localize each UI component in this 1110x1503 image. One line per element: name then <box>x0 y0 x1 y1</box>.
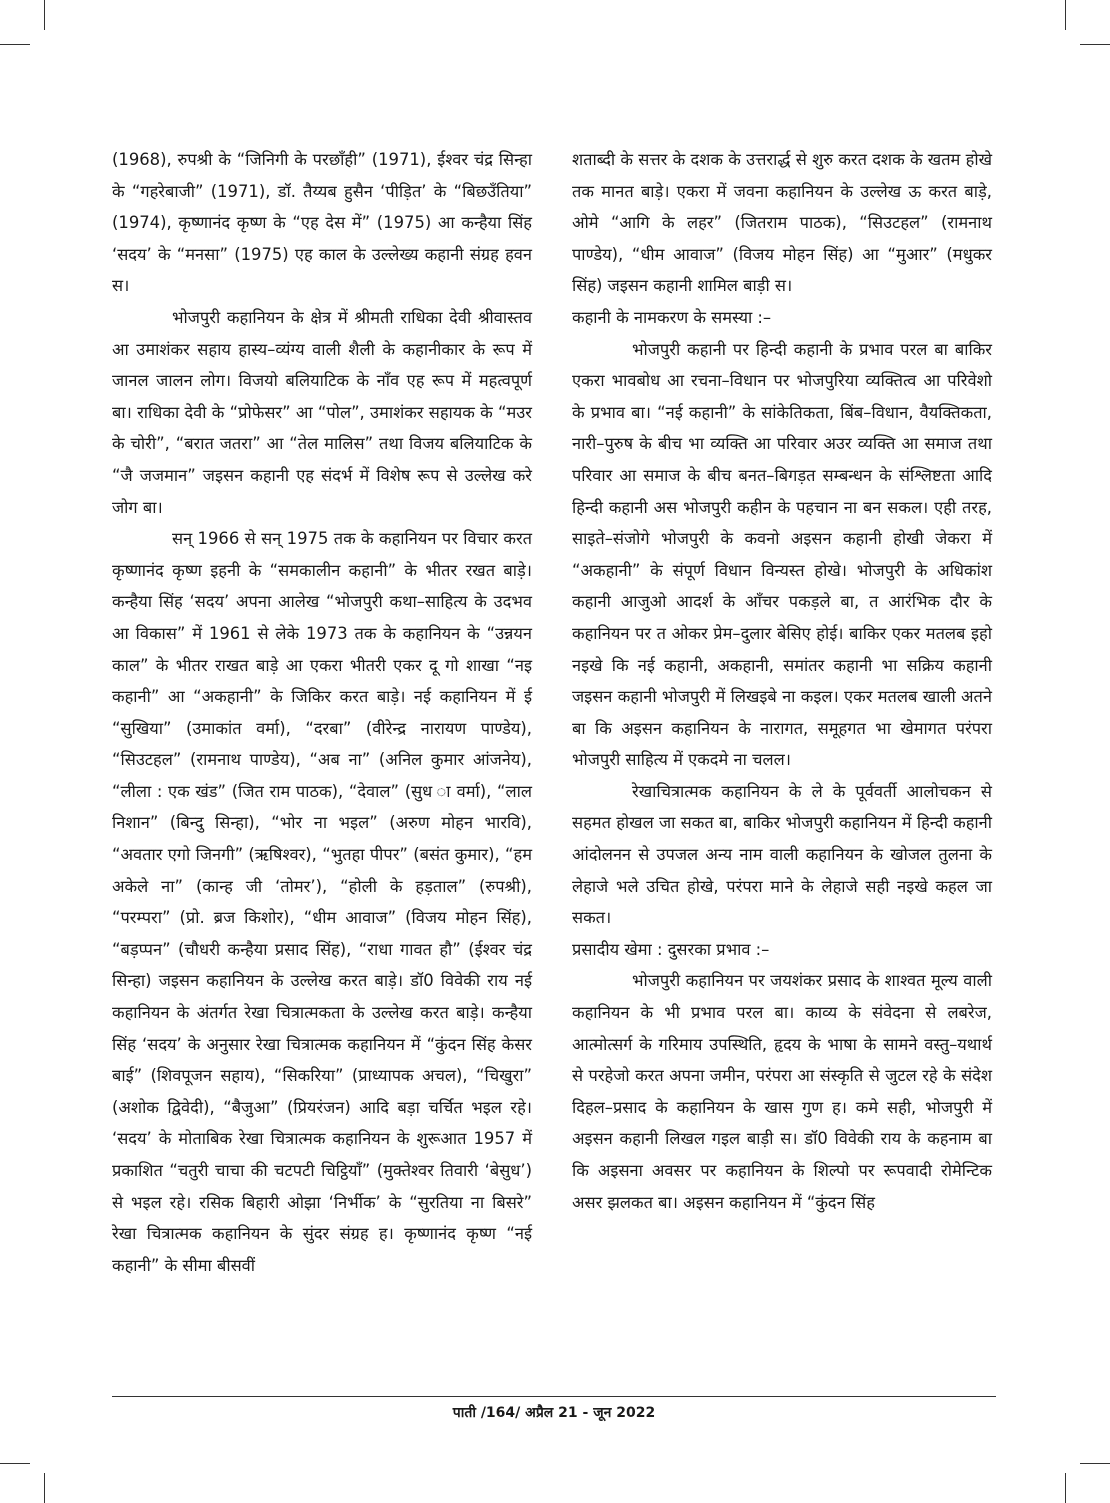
paragraph: भोजपुरी कहानियन पर जयशंकर प्रसाद के शाश्वत मूल्य वाली कहानियन के भी प्रभाव परल बा। काव्य के संवेदना से लबरेज, आत्मोत्सर्ग के गरिमाय उपस्थिति, हृदय के भाषा के सामने वस्तु–यथार्थ से परहेजो करत अपना जमीन, परंपरा आ संस्कृति से जुटल रहे के संदेश दिहल–प्रसाद के कहानियन के खास गुण ह। कमे सही, भोजपुरी में अइसन कहानी लिखल गइल बाड़ी स। डॉ0 विवेकी राय के कहनाम बा कि अइसना अवसर पर कहानियन के शिल्पो पर रूपवादी रोमेन्टिक असर झलकत बा। अइसन कहानियन में “कुंदन सिंह <box>572 971 992 1212</box>
paragraph: (1968), रुपश्री के “जिनिगी के परछाँही” (1971), ईश्वर चंद्र सिन्हा के “गहरेबाजी” (1971), डॉ. तैय्यब हुसैन ‘पीड़ित’ के “बिछउँतिया” (1974), कृष्णानंद कृष्ण के “एह देस में” (1975) आ कन्हैया सिंह ‘सदय’ के “मनसा” (1975) एह काल के उल्लेख्य कहानी संग्रह हवन स। <box>112 150 532 296</box>
paragraph: रेखाचित्रात्मक कहानियन के ले के पूर्ववर्ती आलोचकन से सहमत होखल जा सकत बा, बाकिर भोजपुरी कहानियन में हिन्दी कहानी आंदोलनन से उपजल अन्य नाम वाली कहानियन के खोजल तुलना के लेहाजे भले उचित होखे, परंपरा माने के लेहाजे सही नइखे कहल जा सकत। <box>572 781 992 928</box>
crop-mark <box>1065 1473 1066 1503</box>
crop-mark <box>1065 0 1066 30</box>
footer-divider <box>112 1396 996 1397</box>
crop-mark <box>0 44 30 45</box>
paragraph: शताब्दी के सत्तर के दशक के उत्तरार्द्ध से शुरु करत दशक के खतम होखे तक मानत बाड़े। एकरा में जवना कहानियन के उल्लेख ऊ करत बाड़े, ओमे “आगि के लहर” (जितराम पाठक), “सिउटहल” (रामनाथ पाण्डेय), “धीम आवाज” (विजय मोहन सिंह) आ “मुआर” (मधुकर सिंह) जइसन कहानी शामिल बाड़ी स। <box>572 150 992 296</box>
section-heading: कहानी के नामकरण के समस्या :– <box>572 307 772 327</box>
paragraph: सन् 1966 से सन् 1975 तक के कहानियन पर विचार करत कृष्णानंद कृष्ण इहनी के “समकालीन कहानी” के भीतर रखत बाड़े। कन्हैया सिंह ‘सदय’ अपना आलेख “भोजपुरी कथा–साहित्य के उदभव आ विकास” में 1961 से लेके 1973 तक के कहानियन के “उन्नयन काल” के भीतर राखत बाड़े आ एकरा भीतरी एकर दू गो शाखा “नइ कहानी” आ “अकहानी” के जिकिर करत बाड़े। नई कहानियन में ई “सुखिया” (उमाकांत वर्मा), “दरबा” (वीरेन्द्र नारायण पाण्डेय), “सिउटहल” (रामनाथ पाण्डेय), “अब ना” (अनिल कुमार आंजनेय), “लीला : एक खंड” (जित राम पाठक), “देवाल” (सुध ा वर्मा), “लाल निशान” (बिन्दु सिन्हा), “भोर ना भइल” (अरुण मोहन भारवि), “अवतार एगो जिनगी” (ऋषिश्वर), “भुतहा पीपर” (बसंत कुमार), “हम अकेले ना” (कान्ह जी ‘तोमर’), “होली के हड़ताल” (रुपश्री), “परम्परा” (प्रो. ब्रज किशोर), “धीम आवाज” (विजय मोहन सिंह), “बड़प्पन” (चौधरी कन्हैया प्रसाद सिंह), “राधा गावत हौ” (ईश्वर चंद्र सिन्हा) जइसन कहानियन के उल्लेख करत बाड़े। डॉ0 विवेकी राय नई कहानियन के अंतर्गत रेखा चित्रात्मकता के उल्लेख करत बाड़े। कन्हैया सिंह ‘सदय’ के अनुसार रेखा चित्रात्मक कहानियन में “कुंदन सिंह केसर बाई” (शिवपूजन सहाय), “सिकरिया” (प्राध्यापक अचल), “चिखुरा” (अशोक द्विवेदी), “बैजुआ” (प्रियरंजन) आदि बड़ा चर्चित भइल रहे। ‘सदय’ के मोताबिक रेखा चित्रात्मक कहानियन के शुरूआत 1957 में प्रकाशित “चतुरी चाचा की चटपटी चिट्ठियाँ” (मुक्तेश्वर तिवारी ‘बेसुध’) से भइल रहे। रसिक बिहारी ओझा ‘निर्भीक’ के “सुरतिया ना बिसरे” रेखा चित्रात्मक कहानियन के सुंदर संग्रह ह। कृष्णानंद कृष्ण “नई कहानी” के सीमा बीसवीं <box>112 529 532 1275</box>
page-footer: पाती /164/ अप्रैल 21 - जून 2022 <box>452 1405 656 1421</box>
crop-mark <box>44 0 45 30</box>
paragraph: भोजपुरी कहानी पर हिन्दी कहानी के प्रभाव परल बा बाकिर एकरा भावबोध आ रचना–विधान पर भोजपुरिया व्यक्तित्व आ परिवेशो के प्रभाव बा। “नई कहानी” के सांकेतिकता, बिंब–विधान, वैयक्तिकता, नारी–पुरुष के बीच भा व्यक्ति आ परिवार अउर व्यक्ति आ समाज तथा परिवार आ समाज के बीच बनत–बिगड़त सम्बन्धन के संश्लिष्टता आदि हिन्दी कहानी अस भोजपुरी कहीन के पहचान ना बन सकल। एही तरह, साइते–संजोगे भोजपुरी के कवनो अइसन कहानी होखी जेकरा में “अकहानी” के संपूर्ण विधान विन्यस्त होखे। भोजपुरी के अधिकांश कहानी आजुओ आदर्श के ऑंचर पकड़ले बा, त आरंभिक दौर के कहानियन पर त ओकर प्रेम–दुलार बेसिए होई। बाकिर एकर मतलब इहो नइखे कि नई कहानी, अकहानी, समांतर कहानी भा सक्रिय कहानी जइसन कहानी भोजपुरी में लिखइबे ना कइल। एकर मतलब खाली अतने बा कि अइसन कहानियन के नारागत, समूहगत भा खेमागत परंपरा भोजपुरी साहित्य में एकदमे ना चलल। <box>572 339 992 770</box>
right-column <box>572 144 992 1218</box>
paragraph: भोजपुरी कहानियन के क्षेत्र में श्रीमती राधिका देवी श्रीवास्तव आ उमाशंकर सहाय हास्य–व्यंग्य वाली शैली के कहानीकार के रूप में जानल जालन लोग। विजयो बलियाटिक के नाँव एह रूप में महत्वपूर्ण बा। राधिका देवी के “प्रोफेसर” आ “पोल”, उमाशंकर सहायक के “मउर के चोरी”, “बरात जतरा” आ “तेल मालिस” तथा विजय बलियाटिक के “जै जजमान” जइसन कहानी एह संदर्भ में विशेष रूप से उल्लेख करे जोग बा। <box>112 307 532 517</box>
crop-mark <box>1080 44 1110 45</box>
left-column <box>112 144 532 1281</box>
crop-mark <box>1080 1463 1110 1464</box>
section-heading: प्रसादीय खेमा : दुसरका प्रभाव :– <box>572 939 770 959</box>
crop-mark <box>44 1473 45 1503</box>
crop-mark <box>0 1463 30 1464</box>
